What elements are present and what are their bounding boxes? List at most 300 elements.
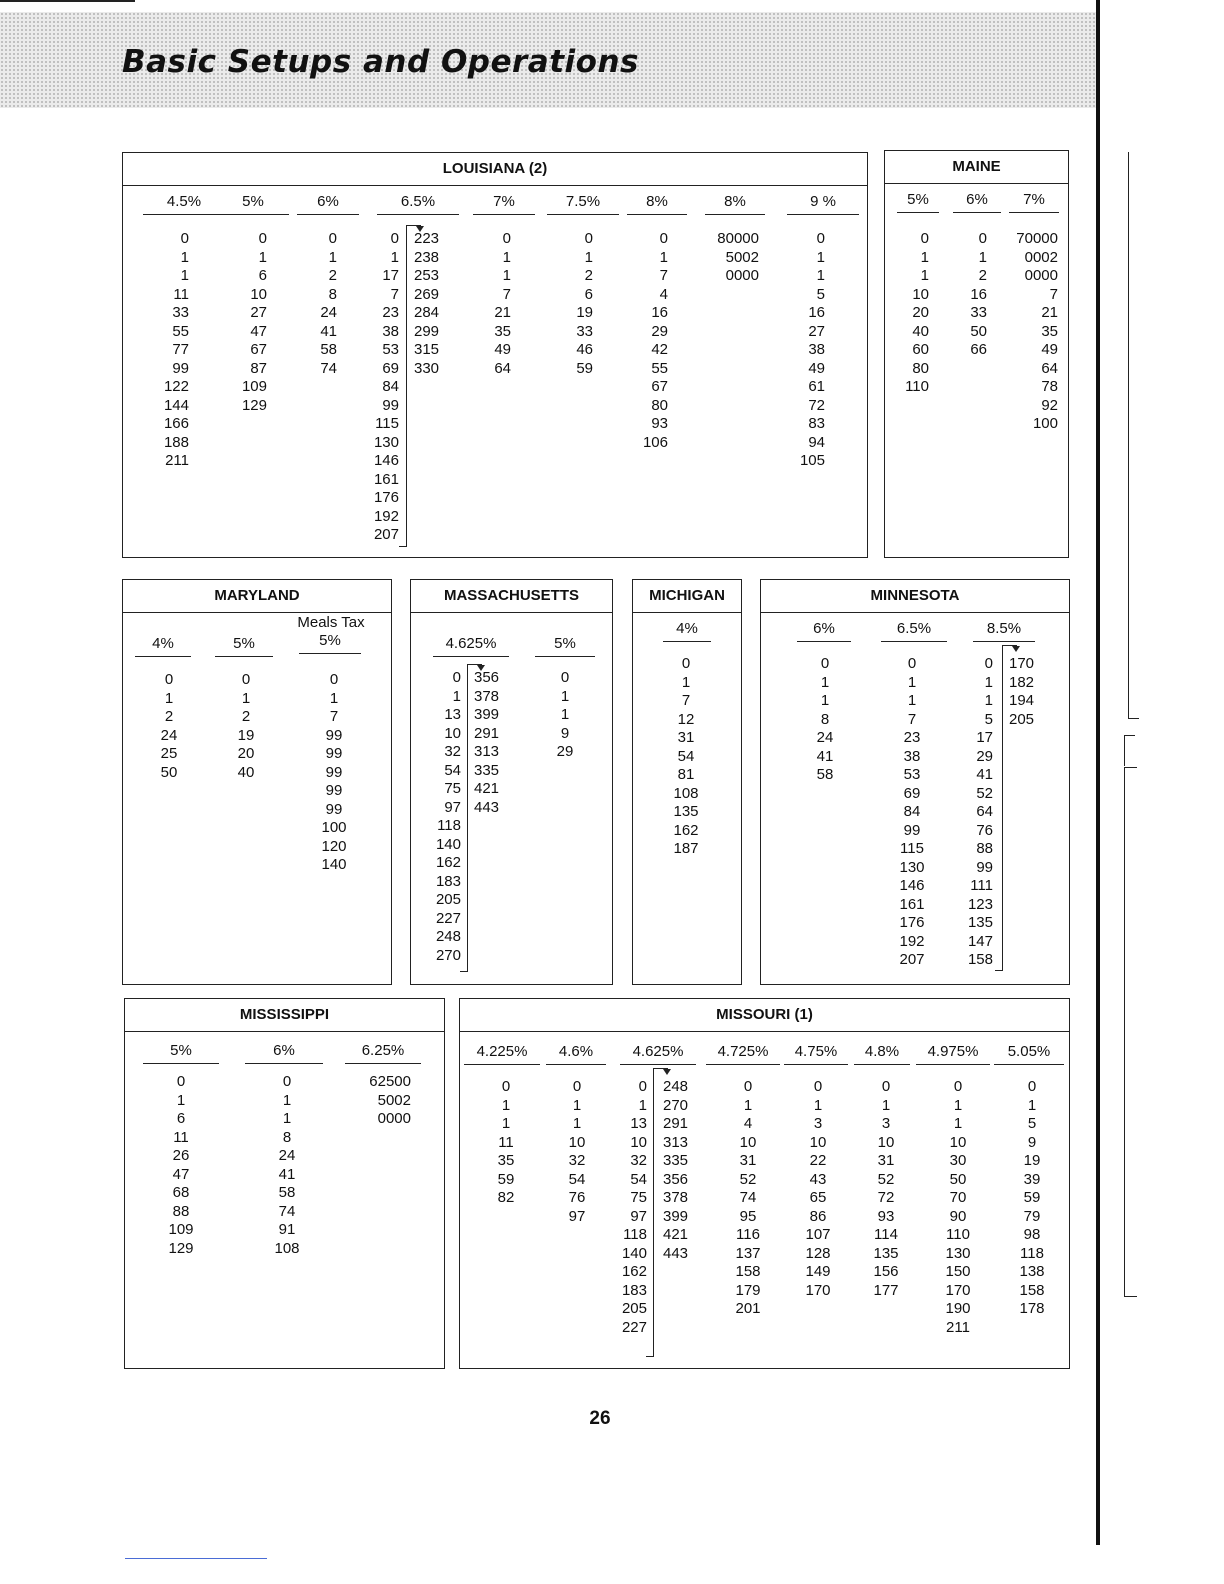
table-cell: 54 — [677, 747, 695, 765]
maine-title: MAINE — [885, 151, 1068, 184]
table-cell: 269 — [414, 285, 440, 303]
maine-table — [884, 150, 1069, 558]
missouri-col-4-6 — [558, 1078, 596, 1226]
rate-header: 8% — [633, 193, 681, 211]
rate-header: 7.5% — [553, 193, 613, 211]
table-cell: 178 — [1019, 1300, 1045, 1317]
table-cell: 0 — [907, 655, 917, 672]
table-cell: 421 — [663, 1226, 689, 1243]
rate-header: 6.25% — [351, 1042, 415, 1060]
table-cell: 35 — [494, 322, 511, 340]
table-cell: 270 — [663, 1096, 689, 1114]
table-cell: 93 — [651, 415, 668, 432]
rate-header: 4% — [669, 620, 705, 638]
rate-header: 5% — [305, 632, 355, 650]
table-cell: 97 — [444, 798, 461, 816]
minnesota-table — [760, 579, 1070, 985]
louisiana-col-7 — [473, 230, 511, 378]
michigan-col-4 — [663, 655, 709, 859]
massachusetts-col-4-625-cont — [474, 669, 514, 817]
table-cell: 109 — [168, 1221, 194, 1238]
table-cell: 97 — [568, 1207, 586, 1225]
table-cell: 378 — [474, 687, 500, 705]
table-cell: 162 — [621, 1263, 647, 1280]
table-cell: 67 — [250, 341, 267, 358]
table-cell: 1 — [176, 1091, 186, 1109]
table-cell: 58 — [278, 1184, 296, 1201]
table-cell: 188 — [163, 433, 189, 451]
table-cell: 0 — [659, 230, 668, 247]
table-cell: 313 — [474, 743, 500, 760]
table-cell: 443 — [663, 1244, 689, 1262]
table-cell: 80 — [651, 396, 668, 414]
table-cell: 6 — [584, 285, 593, 303]
table-cell: 106 — [642, 433, 668, 451]
table-cell: 41 — [320, 322, 337, 340]
table-cell: 99 — [325, 726, 343, 744]
table-cell: 108 — [673, 784, 699, 802]
table-cell: 0 — [390, 230, 399, 247]
table-cell: 0002 — [1024, 248, 1058, 266]
louisiana-col-5 — [215, 230, 267, 415]
table-cell: 0 — [638, 1078, 647, 1095]
table-cell: 54 — [568, 1170, 586, 1188]
table-cell: 76 — [568, 1189, 586, 1206]
table-cell: 105 — [799, 452, 825, 469]
table-cell: 99 — [325, 745, 343, 762]
maryland-col-meals — [305, 671, 363, 875]
table-cell: 108 — [274, 1239, 300, 1257]
table-cell: 30 — [949, 1152, 967, 1169]
table-cell: 1 — [328, 248, 337, 266]
table-cell: 9 — [1027, 1133, 1037, 1151]
table-cell: 11 — [173, 285, 189, 303]
table-cell: 1 — [953, 1115, 963, 1132]
table-cell: 138 — [1019, 1263, 1045, 1280]
rate-header: 6% — [303, 193, 353, 211]
table-cell: 41 — [816, 747, 834, 765]
table-cell: 97 — [630, 1207, 647, 1225]
table-cell: 78 — [1041, 378, 1058, 395]
table-cell: 147 — [967, 932, 993, 950]
table-cell: 10 — [250, 285, 267, 303]
table-cell: 1 — [258, 248, 267, 266]
table-cell: 149 — [805, 1263, 831, 1280]
table-cell: 6 — [176, 1110, 186, 1127]
rate-header: 4.8% — [860, 1043, 904, 1061]
table-cell: 75 — [630, 1189, 647, 1206]
table-cell: 76 — [976, 821, 993, 839]
louisiana-col-6 — [293, 230, 337, 378]
louisiana-col-6-5 — [353, 230, 399, 545]
rate-header: 6.5% — [383, 193, 453, 211]
table-cell: 162 — [673, 821, 699, 839]
table-cell: 29 — [976, 747, 993, 765]
right-margin-bracket — [1128, 152, 1139, 719]
table-cell: 0 — [180, 230, 189, 247]
table-cell: 5 — [1027, 1115, 1037, 1132]
table-cell: 7 — [329, 708, 339, 725]
table-cell: 399 — [474, 706, 500, 723]
table-cell: 75 — [444, 780, 461, 797]
rate-header: 8% — [711, 193, 759, 211]
table-cell: 7 — [1049, 285, 1058, 303]
table-cell: 67 — [651, 378, 668, 395]
minnesota-title: MINNESOTA — [761, 580, 1069, 613]
table-cell: 130 — [373, 433, 399, 451]
table-cell: 60 — [912, 341, 929, 358]
table-cell: 3 — [813, 1115, 823, 1132]
table-cell: 177 — [873, 1281, 899, 1299]
table-cell: 0 — [681, 655, 691, 672]
rate-header: 4.5% — [149, 193, 219, 211]
maine-col-5 — [895, 230, 929, 397]
table-cell: 86 — [809, 1207, 827, 1225]
table-cell: 40 — [912, 322, 929, 340]
table-cell: 0 — [743, 1078, 753, 1095]
table-cell: 1 — [560, 706, 570, 723]
maryland-table — [122, 579, 392, 985]
table-cell: 84 — [903, 803, 921, 820]
table-cell: 1 — [180, 267, 189, 284]
table-cell: 1 — [241, 689, 251, 707]
table-cell: 183 — [435, 872, 461, 890]
table-cell: 291 — [474, 724, 500, 742]
michigan-title: MICHIGAN — [633, 580, 741, 613]
table-cell: 1 — [984, 673, 993, 691]
table-cell: 211 — [165, 452, 189, 469]
table-cell: 81 — [677, 766, 695, 783]
table-cell: 10 — [444, 724, 461, 742]
massachusetts-col-5 — [546, 669, 584, 762]
table-cell: 421 — [474, 780, 500, 797]
table-cell: 52 — [877, 1170, 895, 1188]
table-cell: 16 — [651, 304, 668, 321]
table-cell: 39 — [1023, 1170, 1041, 1188]
table-cell: 118 — [1020, 1244, 1044, 1262]
table-cell: 179 — [735, 1281, 761, 1299]
table-cell: 80 — [912, 359, 929, 377]
page-spine — [1096, 0, 1100, 1545]
table-cell: 55 — [172, 322, 189, 340]
table-cell: 140 — [321, 856, 347, 873]
page-number: 26 — [589, 1408, 611, 1429]
massachusetts-table — [410, 579, 613, 985]
minnesota-col-8-5 — [961, 655, 993, 970]
table-cell: 110 — [946, 1226, 970, 1243]
table-cell: 35 — [497, 1152, 515, 1169]
table-cell: 10 — [568, 1133, 586, 1151]
rate-header: 4% — [141, 635, 185, 653]
table-cell: 21 — [1041, 304, 1058, 321]
table-cell: 46 — [576, 341, 593, 358]
table-cell: 16 — [808, 304, 825, 321]
table-cell: 43 — [809, 1170, 827, 1188]
table-cell: 24 — [320, 304, 337, 321]
table-cell: 194 — [1009, 692, 1035, 709]
table-cell: 61 — [808, 378, 825, 395]
table-cell: 190 — [945, 1300, 971, 1317]
table-cell: 0 — [978, 230, 987, 247]
table-cell: 87 — [250, 359, 267, 377]
table-cell: 33 — [576, 322, 593, 340]
table-cell: 1 — [1027, 1096, 1037, 1114]
table-cell: 115 — [375, 415, 399, 432]
table-cell: 99 — [976, 858, 993, 876]
table-cell: 88 — [976, 840, 993, 857]
table-cell: 1 — [502, 267, 511, 284]
table-cell: 99 — [325, 800, 343, 818]
table-cell: 100 — [321, 819, 347, 836]
missouri-title: MISSOURI (1) — [460, 999, 1069, 1032]
table-cell: 0 — [241, 671, 251, 688]
missouri-col-4-8 — [864, 1078, 908, 1300]
table-cell: 38 — [808, 341, 825, 358]
maine-col-7 — [1003, 230, 1058, 434]
massachusetts-col-4-625 — [419, 669, 461, 965]
table-cell: 158 — [735, 1263, 761, 1280]
rate-header: 6% — [803, 620, 845, 638]
table-cell: 52 — [976, 784, 993, 802]
table-cell: 123 — [967, 895, 993, 913]
table-cell: 8 — [328, 285, 337, 303]
rate-header: 4.75% — [790, 1043, 842, 1061]
table-cell: 7 — [390, 285, 399, 303]
table-cell: 98 — [1023, 1226, 1041, 1243]
table-cell: 52 — [739, 1170, 757, 1188]
table-cell: 49 — [494, 341, 511, 358]
table-cell: 49 — [808, 359, 825, 377]
table-cell: 207 — [373, 526, 399, 543]
table-cell: 1 — [681, 673, 691, 691]
table-cell: 9 — [560, 724, 570, 742]
table-cell: 79 — [1023, 1207, 1041, 1225]
table-cell: 17 — [976, 729, 993, 746]
table-cell: 32 — [630, 1152, 647, 1169]
table-cell: 399 — [663, 1207, 689, 1225]
table-cell: 70000 — [1016, 230, 1058, 247]
table-cell: 33 — [970, 304, 987, 321]
table-cell: 65 — [809, 1189, 827, 1206]
table-cell: 356 — [474, 669, 500, 686]
table-cell: 92 — [1041, 396, 1058, 414]
table-cell: 27 — [808, 322, 825, 340]
table-cell: 82 — [497, 1189, 515, 1206]
rate-header: 5% — [903, 191, 933, 209]
table-cell: 24 — [160, 726, 178, 744]
table-cell: 0 — [502, 230, 511, 247]
missouri-table — [459, 998, 1070, 1369]
table-cell: 19 — [237, 726, 255, 744]
table-cell: 38 — [903, 747, 921, 765]
footer-rule — [125, 1558, 267, 1559]
table-cell: 11 — [498, 1133, 514, 1151]
louisiana-col-9 — [783, 230, 825, 471]
table-cell: 284 — [414, 304, 440, 321]
table-cell: 0 — [816, 230, 825, 247]
table-cell: 10 — [877, 1133, 895, 1151]
table-cell: 0000 — [1024, 267, 1058, 284]
table-cell: 88 — [172, 1202, 190, 1220]
table-cell: 109 — [241, 378, 267, 395]
table-cell: 116 — [736, 1226, 760, 1243]
table-cell: 32 — [568, 1152, 586, 1169]
table-cell: 53 — [903, 766, 921, 783]
table-cell: 1 — [907, 692, 917, 709]
table-cell: 1 — [820, 692, 830, 709]
table-cell: 1 — [502, 248, 511, 266]
mississippi-col-6-25 — [347, 1073, 411, 1129]
table-cell: 21 — [494, 304, 511, 321]
table-cell: 201 — [735, 1300, 761, 1317]
maine-col-6 — [955, 230, 987, 360]
table-cell: 0 — [329, 671, 339, 688]
table-cell: 5002 — [377, 1091, 411, 1109]
table-cell: 176 — [373, 489, 399, 506]
table-cell: 54 — [444, 761, 461, 779]
table-cell: 1 — [984, 692, 993, 709]
table-cell: 0 — [328, 230, 337, 247]
louisiana-col-6-5-cont — [414, 230, 454, 378]
table-cell: 32 — [444, 743, 461, 760]
table-cell: 2 — [328, 267, 337, 284]
table-cell: 0 — [881, 1078, 891, 1095]
table-cell: 66 — [970, 341, 987, 358]
table-cell: 299 — [414, 322, 440, 340]
table-cell: 170 — [945, 1281, 971, 1299]
table-cell: 1 — [638, 1096, 647, 1114]
table-cell: 20 — [912, 304, 929, 321]
table-cell: 59 — [497, 1170, 515, 1188]
table-cell: 72 — [877, 1189, 895, 1206]
table-cell: 1 — [282, 1110, 292, 1127]
table-cell: 1 — [920, 248, 929, 266]
table-cell: 1 — [816, 267, 825, 284]
table-cell: 23 — [903, 729, 921, 746]
table-cell: 227 — [621, 1318, 647, 1336]
rate-header: 9 % — [793, 193, 853, 211]
table-cell: 90 — [949, 1207, 967, 1225]
table-cell: 99 — [903, 821, 921, 839]
table-cell: 1 — [501, 1115, 511, 1132]
table-cell: 0 — [953, 1078, 963, 1095]
table-cell: 166 — [163, 415, 189, 432]
table-cell: 140 — [621, 1244, 647, 1262]
table-cell: 33 — [172, 304, 189, 321]
table-cell: 25 — [160, 745, 178, 762]
rate-header: 4.625% — [439, 635, 503, 653]
table-cell: 5 — [984, 710, 993, 728]
table-cell: 19 — [576, 304, 593, 321]
table-cell: 62500 — [369, 1073, 411, 1090]
rate-header: 4.6% — [552, 1043, 600, 1061]
table-cell: 120 — [321, 837, 347, 855]
table-cell: 99 — [172, 359, 189, 377]
rate-header: 4.725% — [712, 1043, 774, 1061]
table-cell: 0 — [572, 1078, 582, 1095]
table-cell: 64 — [1041, 359, 1058, 377]
massachusetts-title: MASSACHUSETTS — [411, 580, 612, 613]
table-cell: 0 — [560, 669, 570, 686]
table-cell: 47 — [172, 1165, 190, 1183]
table-cell: 0 — [258, 230, 267, 247]
table-cell: 0000 — [725, 267, 759, 284]
table-cell: 356 — [663, 1170, 689, 1188]
table-cell: 8 — [820, 710, 830, 728]
table-cell: 19 — [1023, 1152, 1041, 1169]
rate-header: 7% — [1015, 191, 1053, 209]
table-cell: 1 — [452, 687, 461, 705]
table-cell: 238 — [414, 248, 440, 266]
missouri-col-4-225 — [486, 1078, 526, 1208]
table-cell: 13 — [444, 706, 461, 723]
table-cell: 146 — [373, 452, 399, 469]
table-cell: 111 — [970, 877, 993, 894]
rate-header: 4.975% — [922, 1043, 984, 1061]
mississippi-col-5 — [157, 1073, 205, 1258]
table-cell: 270 — [435, 946, 461, 964]
table-cell: 7 — [907, 710, 917, 728]
table-cell: 205 — [1009, 710, 1035, 728]
table-cell: 161 — [899, 895, 925, 913]
table-cell: 54 — [630, 1170, 647, 1188]
page-title: Basic Setups and Operations — [122, 44, 639, 80]
table-cell: 1 — [743, 1096, 753, 1114]
table-cell: 24 — [816, 729, 834, 746]
louisiana-title: LOUISIANA (2) — [123, 153, 867, 186]
table-cell: 0000 — [377, 1110, 411, 1127]
rate-header: 6% — [959, 191, 995, 209]
table-cell: 1 — [572, 1096, 582, 1114]
table-cell: 20 — [237, 745, 255, 762]
table-cell: 0 — [282, 1073, 292, 1090]
missouri-col-4-625-cont — [663, 1078, 703, 1263]
table-cell: 137 — [735, 1244, 761, 1262]
table-cell: 53 — [382, 341, 399, 358]
table-cell: 110 — [905, 378, 929, 395]
missouri-col-5-05 — [1010, 1078, 1054, 1319]
table-cell: 74 — [278, 1202, 296, 1220]
table-cell: 158 — [967, 951, 993, 968]
missouri-col-4-75 — [796, 1078, 840, 1300]
table-cell: 2 — [978, 267, 987, 284]
table-cell: 130 — [899, 858, 925, 876]
table-cell: 135 — [673, 803, 699, 820]
table-cell: 205 — [435, 891, 461, 908]
table-cell: 55 — [651, 359, 668, 377]
table-cell: 162 — [435, 854, 461, 871]
table-cell: 68 — [172, 1184, 190, 1201]
table-cell: 17 — [382, 267, 399, 284]
table-cell: 129 — [241, 396, 267, 414]
table-cell: 31 — [677, 729, 695, 746]
table-cell: 1 — [920, 267, 929, 284]
table-cell: 1 — [953, 1096, 963, 1114]
table-cell: 58 — [320, 341, 337, 358]
table-cell: 118 — [437, 817, 461, 834]
table-cell: 291 — [663, 1115, 689, 1132]
table-cell: 330 — [414, 359, 440, 377]
table-cell: 129 — [168, 1239, 194, 1257]
table-cell: 158 — [1019, 1281, 1045, 1299]
rate-header: 8.5% — [979, 620, 1029, 638]
table-cell: 1 — [584, 248, 593, 266]
table-cell: 70 — [949, 1189, 967, 1206]
table-cell: 7 — [659, 267, 668, 284]
minnesota-bracket — [1002, 645, 1003, 971]
table-cell: 1 — [329, 689, 339, 707]
table-cell: 2 — [241, 708, 251, 725]
